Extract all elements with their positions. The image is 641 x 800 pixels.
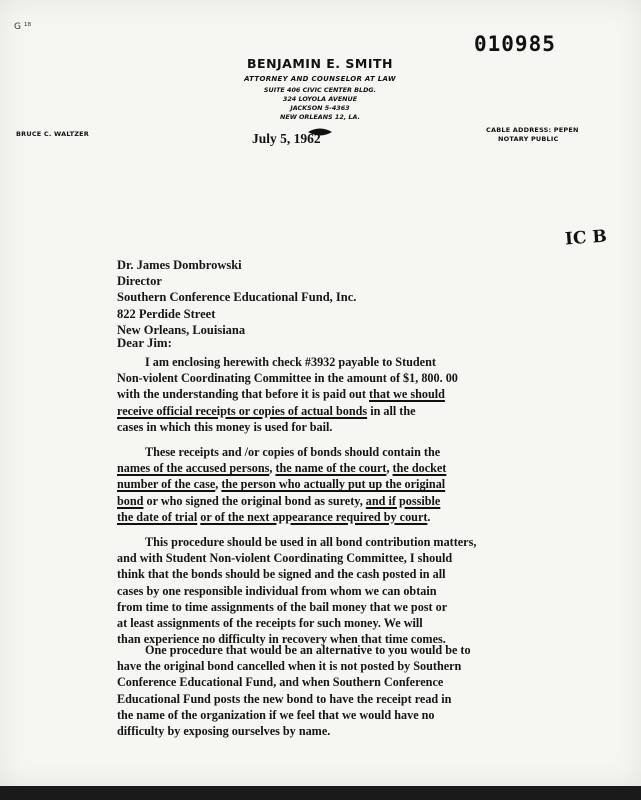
text-line: Educational Fund posts the new bond to have the receipt read in (117, 691, 452, 706)
underlined-text: number of the case (117, 477, 216, 492)
paragraph-1 (117, 354, 557, 435)
text-line (117, 476, 557, 492)
underlined-text: that we should (369, 387, 445, 402)
letterhead-title: ATTORNEY AND COUNSELOR AT LAW (244, 75, 396, 83)
underlined-text: the person who actually put up the original (221, 477, 446, 492)
text-line: at least assignments of the receipts for such money. We will (117, 616, 423, 631)
text-line: Non-violent Coordinating Committee in the amount of $1, 800. 00 (117, 371, 458, 386)
underlined-text: bond (117, 493, 144, 508)
recipient-address (117, 257, 356, 338)
recipient-line: New Orleans, Louisiana (117, 322, 246, 337)
recipient-line: Dr. James Dombrowski (117, 258, 242, 272)
underlined-text: the docket (392, 461, 447, 476)
underlined-text: the name of the court (275, 461, 387, 476)
underlined-text: and if possible (365, 493, 441, 508)
text-line: One procedure that would be an alternative to you would be to (145, 643, 471, 657)
paragraph-2 (117, 444, 557, 525)
underlined-text: the date of trial (117, 509, 198, 524)
letterhead-address-line: 324 LOYOLA AVENUE (282, 95, 358, 103)
notary-public: NOTARY PUBLIC (498, 135, 559, 143)
paragraph-4 (117, 642, 557, 739)
text-line: Conference Educational Fund, and when Southern Conference (117, 675, 444, 690)
text-line: I am enclosing herewith check #3932 payable to Student (145, 355, 436, 369)
text-line (117, 493, 557, 509)
letterhead-address-line: NEW ORLEANS 12, LA. (279, 113, 360, 121)
text-segment: or who signed the original bond as surety, (143, 493, 366, 508)
text-line: cases by one responsible individual from whom we can obtain (117, 583, 437, 598)
document-number: 010985 (474, 32, 556, 56)
text-line (117, 460, 557, 476)
text-segment: , (386, 461, 393, 476)
text-line: These receipts and /or copies of bonds should contain the (145, 445, 441, 459)
corner-mark: G ¹⁸ (14, 22, 32, 32)
letter-date: July 5, 1962 (252, 131, 321, 146)
recipient-line: Director (117, 274, 162, 289)
associate-name: BRUCE C. WALTZER (16, 130, 89, 138)
text-line: and with Student Non-violent Coordinating Committee, I should (117, 551, 453, 566)
text-segment: , (269, 461, 276, 476)
letterhead-address-line: SUITE 406 CIVIC CENTER BLDG. (263, 86, 377, 94)
letterhead (210, 56, 430, 141)
recipient-line: Southern Conference Educational Fund, Inc. (117, 290, 357, 305)
text-line (117, 386, 557, 402)
text-segment: , (215, 477, 222, 492)
text-line (117, 403, 557, 419)
text-line: think that the bonds should be signed and the cash posted in all (117, 567, 446, 582)
cable-info (486, 126, 579, 144)
letterhead-address-line: JACKSON 5-4363 (290, 104, 350, 112)
salutation: Dear Jim: (117, 336, 172, 350)
cable-address: CABLE ADDRESS: PEPEN (486, 126, 579, 134)
text-line: have the original bond cancelled when it is not posted by Southern (117, 659, 462, 674)
recipient-line: 822 Perdide Street (117, 306, 216, 321)
paragraph-3 (117, 534, 557, 647)
handwritten-initials: IC B (564, 226, 608, 250)
letterhead-name: BENJAMIN E. SMITH (247, 56, 393, 71)
text-segment: . (427, 509, 431, 524)
text-segment: with the understanding that before it is paid out (117, 387, 370, 402)
text-line: cases in which this money is used for bail. (117, 419, 333, 434)
text-line: difficulty by exposing ourselves by name. (117, 724, 331, 739)
text-line (117, 509, 557, 525)
text-line: the name of the organization if we feel that we would have no (117, 707, 435, 722)
text-segment: in all the (367, 403, 416, 418)
underlined-text: receive official receipts or copies of actual bonds (117, 403, 368, 418)
text-line: than experience no difficulty in recovery when that time comes. (117, 632, 446, 647)
text-line: This procedure should be used in all bond contribution matters, (145, 535, 477, 549)
underlined-text: names of the accused persons (117, 461, 270, 476)
underlined-text: or of the next appearance required by court (200, 509, 428, 524)
text-line: from time to time assignments of the bail money that we post or (117, 599, 448, 614)
